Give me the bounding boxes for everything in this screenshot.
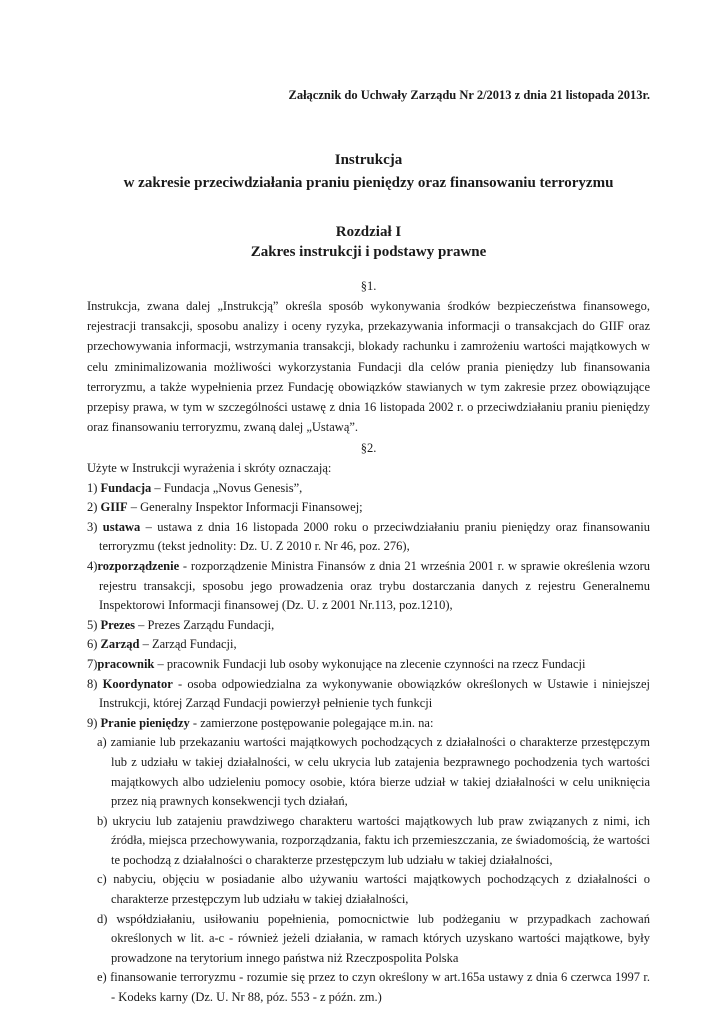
definition-item: 4)rozporządzenie - rozporządzenie Ministra Finansów z dnia 21 września 2001 r. w sprawie określenia wzoru rejestru transakcji, sposobu jego prowadzenia oraz trybu dostarczania danych z rejestru Generalnemu Inspektorowi Informacji finansowej (Dz. U. z 2001 Nr.113, poz.1210), <box>87 558 650 613</box>
definition-item: 3) ustawa – ustawa z dnia 16 listopada 2000 roku o przeciwdziałaniu praniu pieniędzy oraz finansowaniu terroryzmu (tekst jednolity: Dz. U. Z 2010 r. Nr 46, poz. 276), <box>87 519 650 554</box>
definition-item: 7)pracownik – pracownik Fundacji lub osoby wykonujące na zlecenie czynności na rzecz Fundacji <box>87 656 586 671</box>
definition-item: 2) GIIF – Generalny Inspektor Informacji Finansowej; <box>87 500 363 515</box>
definition-item: 1) Fundacja – Fundacja „Novus Genesis”, <box>87 480 303 495</box>
definition-item: 8) Koordynator - osoba odpowiedzialna za wykonywanie obowiązków określonych w Ustawie i niniejszej Instrukcji, której Zarząd Fundacji powierzył pełnienie tych funkcji <box>87 676 650 711</box>
definition-item: 6) Zarząd – Zarząd Fundacji, <box>87 637 237 652</box>
document-subtitle: w zakresie przeciwdziałania praniu pieniędzy oraz finansowaniu terroryzmu <box>123 175 614 191</box>
definition-subitem: c) nabyciu, objęciu w posiadanie albo używaniu wartości majątkowych pochodzących z działalności o charakterze przestępczym lub udziału w takiej działalności, <box>97 872 650 907</box>
definition-subitem: a) zamianie lub przekazaniu wartości majątkowych pochodzących z działalności o charakterze przestępczym lub z udziału w takiej działalności, w celu ukrycia lub zatajenia bezprawnego pochodzenia tych wartości majątkowych albo udzieleniu pomocy osobie, która bierze udział w takiej działalności w celu uniknięcia przez nią prawnych konsekwencji tych działań, <box>97 735 650 809</box>
definition-item: 9) Pranie pieniędzy - zamierzone postępowanie polegające m.in. na: <box>87 715 434 730</box>
definition-subitem: d) współdziałaniu, usiłowaniu popełnienia, pomocnictwie lub podżeganiu w przypadkach zachowań określonych w lit. a-c - również jeżeli działania, w ramach których uzyskano wartości majątkowe, były prowadzone na terytorium innego państwa niż Rzeczpospolita Polska <box>97 911 650 965</box>
section-2-mark: §2. <box>360 441 377 455</box>
document-title: Instrukcja <box>334 152 403 168</box>
definition-item: 5) Prezes – Prezes Zarządu Fundacji, <box>87 617 275 632</box>
definition-subitem: e) finansowanie terroryzmu - rozumie się przez to czyn określony w art.165a ustawy z dnia 6 czerwca 1997 r. - Kodeks karny (Dz. U. Nr 88, póz. 553 - z późn. zm.) <box>97 970 650 1005</box>
annex-header: Załącznik do Uchwały Zarządu Nr 2/2013 z dnia 21 listopada 2013r. <box>288 88 650 102</box>
definition-subitem: b) ukryciu lub zatajeniu prawdziwego charakteru wartości majątkowych lub praw związanych z nimi, ich źródła, miejsca przechowywania, rozporządzania, faktu ich przemieszczania, ze świadomością, że wartości te pochodzą z działalności o charakterze przestępczym lub udziału w takiej działalności, <box>97 813 650 867</box>
chapter-subtitle: Zakres instrukcji i podstawy prawne <box>250 244 487 260</box>
definitions-list <box>87 459 650 1008</box>
section-1-text: Instrukcja, zwana dalej „Instrukcją” określa sposób wykonywania środków bezpieczeństwa finansowego, rejestracji transakcji, sposobu analizy i oceny ryzyka, przekazywania informacji o transakcjach do GIIF oraz przechowywania informacji, wstrzymania transakcji, blokady rachunku i zamrożeniu wartości majątkowych w celu zminimalizowania możliwości wykorzystania Fundacji dla celów prania pieniędzy lub finansowania terroryzmu, a także wypełnienia przez Fundację obowiązków stawianych w tym zakresie przez obowiązujące przepisy prawa, w tym w szczególności ustawę z dnia 16 listopada 2002 r. o przeciwdziałaniu praniu pieniędzy oraz finansowaniu terroryzmu, zwaną dalej „Ustawą”. <box>87 299 650 435</box>
document-page <box>87 0 650 1024</box>
chapter-label: Rozdział I <box>335 224 402 240</box>
section-1-mark: §1. <box>360 279 377 293</box>
definitions-intro: Użyte w Instrukcji wyrażenia i skróty oznaczają: <box>87 461 332 475</box>
